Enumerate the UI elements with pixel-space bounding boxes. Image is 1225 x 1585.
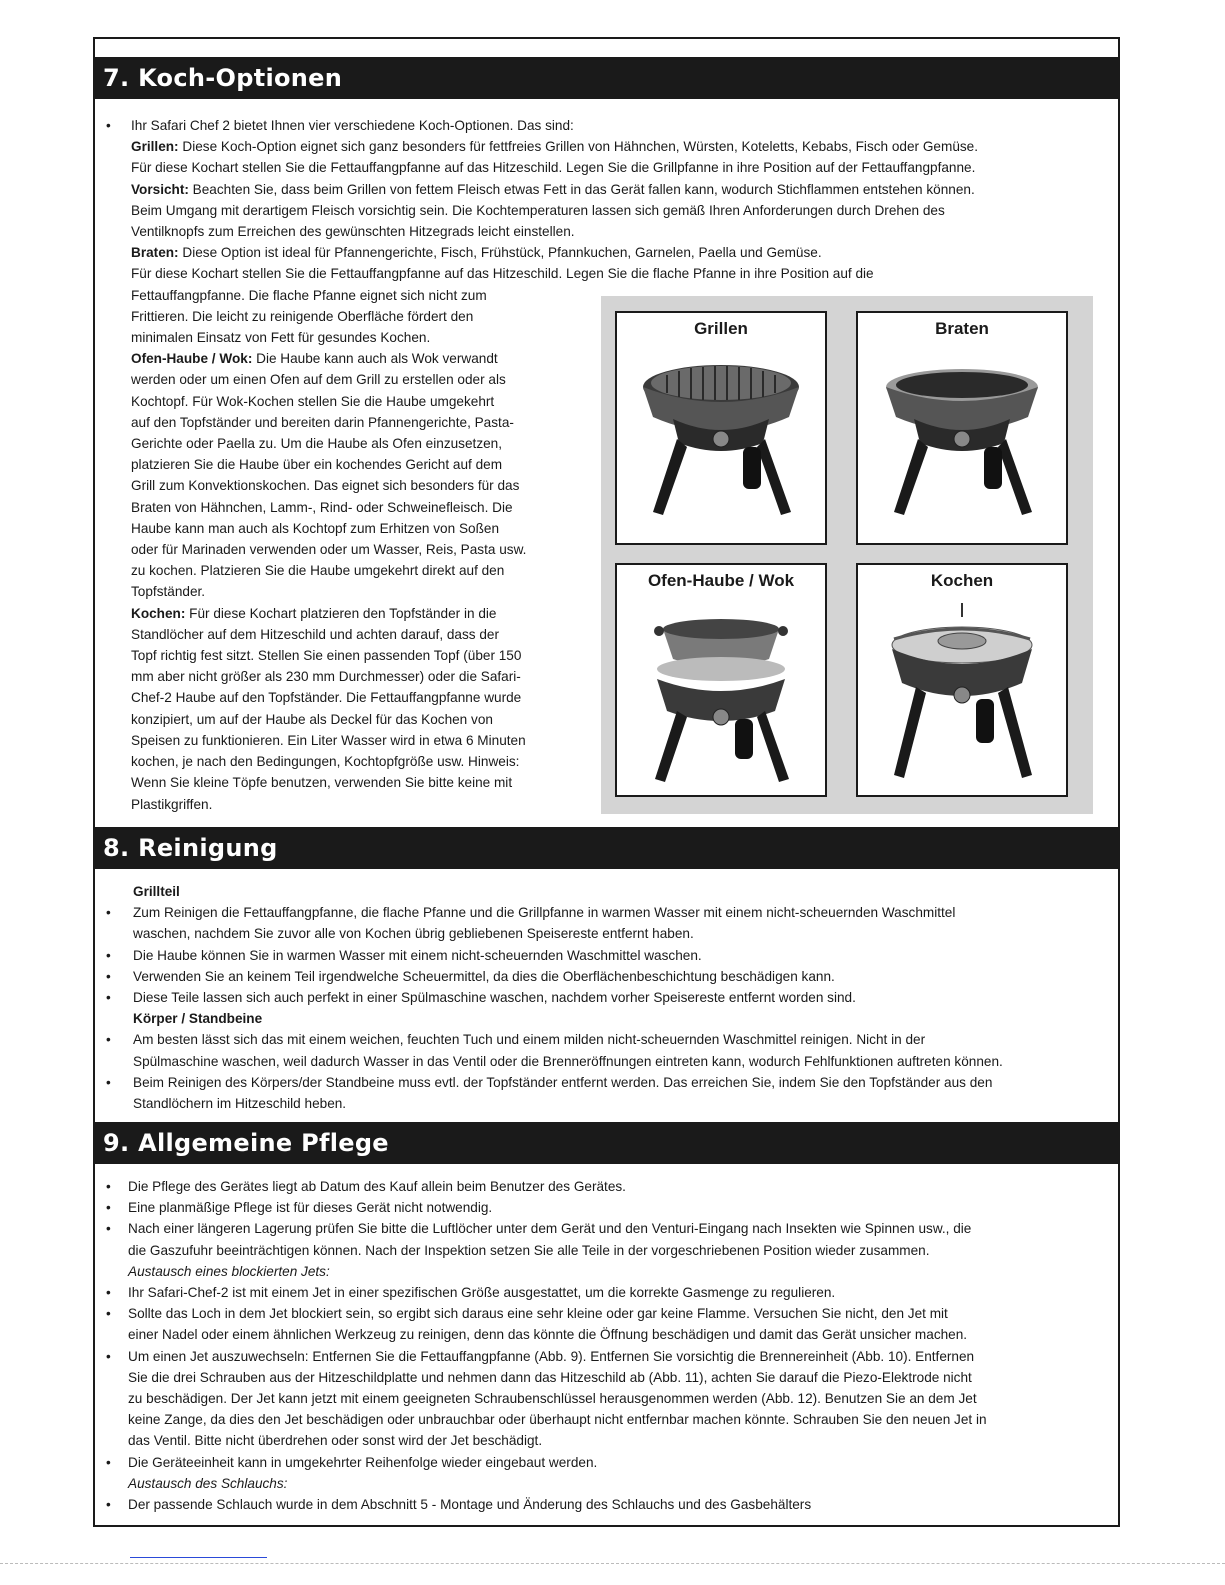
figure-title: Kochen [930,571,994,590]
figure-panel-cooking-options [601,296,1093,814]
text-line [95,1452,1115,1473]
text-line [95,200,1115,221]
section-heading-reinigung: 8. Reinigung [95,827,1118,869]
page-bottom-rule [0,1563,1225,1564]
line-text: Sollte das Loch in dem Jet blockiert sein, so ergibt sich daraus eine sehr kleine oder gar keine Flamme. Versuchen Sie nicht, den Jet mit [128,1306,948,1322]
line-text: Am besten lässt sich das mit einem weichen, feuchten Tuch und einem milden nicht-scheuernden Waschmittel reinigen. Nicht in der [133,1032,926,1048]
bullet-marker: • [106,1285,111,1301]
text-line [95,1008,1115,1029]
reinigung-text [95,881,1115,1114]
bullet-marker: • [106,1179,111,1194]
line-text: Die Haube können Sie in warmen Wasser mit einem nicht-scheuernden Waschmittel waschen. [133,947,702,963]
line-text: Frittieren. Die leicht zu reinigende Oberfläche fördert den [131,308,474,324]
line-text: Haube kann man auch als Kochtopf zum Erhitzen von Soßen [131,520,500,536]
bullet-marker: • [106,905,111,921]
bullet-marker: • [106,990,111,1006]
text-line [95,242,1115,263]
text-line [95,1176,1115,1197]
wok-illustration [623,599,819,789]
line-text: Die Geräteeinheit kann in umgekehrter Reihenfolge wieder eingebaut werden. [128,1454,598,1470]
line-text: Braten von Hähnchen, Lamm-, Rind- oder Schweinefleisch. Die [131,499,513,515]
line-text: Für diese Kochart platzieren den Topfständer in die [185,605,497,621]
bullet-marker: • [106,1200,111,1216]
text-line [95,1261,1115,1282]
text-line [95,1029,1115,1050]
line-text: Ventilknopfs zum Erreichen des gewünschten Hitzegrads leicht einstellen. [131,224,575,240]
line-text: Beim Umgang mit derartigem Fleisch vorsichtig sein. Die Kochtemperaturen lassen sich gemäß Ihren Anforderungen durch Drehen des [131,202,945,218]
figure-braten [856,311,1068,545]
line-text: kochen, je nach den Bedingungen, Kochtopfgröße usw. Hinweis: [131,754,520,770]
line-text: Topfständer. [131,584,206,600]
text-line [95,1218,1115,1239]
figure-title: Braten [935,319,989,338]
line-text: Für diese Kochart stellen Sie die Fettauffangpfanne auf das Hitzeschild. Legen Sie die flache Pfanne in ihre Position auf die [131,266,874,282]
section-heading-koch-optionen: 7. Koch-Optionen [95,57,1118,99]
text-line [95,1303,1115,1324]
bullet-marker: • [106,947,111,963]
line-text: Kochtopf. Für Wok-Kochen stellen Sie die Haube umgekehrt [131,393,495,409]
line-text: Wenn Sie kleine Töpfe benutzen, verwenden Sie bitte keine mit [131,775,513,791]
text-line [95,263,1115,284]
line-text: zu kochen. Platzieren Sie die Haube umgekehrt direkt auf den [131,563,505,579]
line-text: zu beschädigen. Der Jet kann jetzt mit einem geeigneten Schraubenschlüssel herausgenommen werden (Abb. 12). Benutzen Sie an dem Jet [128,1391,977,1407]
text-line [95,1367,1115,1388]
text-line [95,1197,1115,1218]
line-text: auf den Topfständer und bereiten darin Pfannengerichte, Pasta- [131,414,514,430]
line-text: minimalen Einsatz von Fett für gesundes Kochen. [131,330,431,346]
line-text: Topf richtig fest sitzt. Stellen Sie einen passenden Topf (über 150 [131,648,522,664]
line-text: Gerichte oder Paella zu. Um die Haube als Ofen einzusetzen, [131,436,503,452]
bold-term: Grillteil [133,884,180,899]
bullet-marker: • [106,1221,111,1237]
text-line [95,987,1115,1008]
braten-illustration [864,347,1060,537]
line-text: Fettauffangpfanne. Die flache Pfanne eignet sich nicht zum [131,287,487,303]
line-text: Um einen Jet auszuwechseln: Entfernen Sie die Fettauffangpfanne (Abb. 9). Entfernen Sie vorsichtig die Brennereinheit (Abb. 10). Entfernen [128,1348,975,1364]
text-line [95,221,1115,242]
bold-term: Körper / Standbeine [133,1011,263,1027]
line-text: keine Zange, da dies den Jet beschädigen oder unbrauchbar oder überhaupt nicht entfernbar machen könnte. Schrauben Sie den neuen Jet in [128,1412,987,1428]
text-line [95,923,1115,944]
figure-ofen-haube-wok [615,563,827,797]
footer-link-underline [130,1557,267,1558]
text-line [95,1324,1115,1345]
text-line [95,1282,1115,1303]
figure-grillen [615,311,827,545]
text-line [95,1409,1115,1430]
text-line [95,881,1115,902]
bullet-marker: • [106,1348,111,1364]
text-line [95,902,1115,923]
line-text: Standlöchern im Hitzeschild heben. [133,1096,347,1112]
line-text: einer Nadel oder einem ähnlichen Werkzeug zu reinigen, denn das könnte die Öffnung beschädigen und damit das Gerät unsicher machen. [128,1327,968,1343]
line-text: oder für Marinaden verwenden oder um Wasser, Reis, Pasta usw. [131,542,527,558]
bullet-marker: • [106,1306,111,1322]
line-text: die Gaszufuhr beeinträchtigen können. Nach der Inspektion setzen Sie alle Teile in der vorgeschriebenen Position wieder zusammen. [128,1242,930,1258]
line-text: werden oder um einen Ofen auf dem Grill zu erstellen oder als [131,372,506,388]
text-line [95,1473,1115,1494]
line-text: Zum Reinigen die Fettauffangpfanne, die flache Pfanne und die Grillpfanne in warmen Wasser mit einem nicht-scheuernden Waschmittel [133,905,956,921]
line-text: Diese Koch-Option eignet sich ganz besonders für fettfreies Grillen von Hähnchen, Würsten, Koteletts, Kebabs, Fisch oder Gemüse. [178,139,979,155]
line-text: Beachten Sie, dass beim Grillen von fettem Fleisch etwas Fett in das Gerät fallen kann, wodurch Stichflammen entstehen können. [188,181,975,197]
kochen-illustration [864,599,1060,789]
line-text: das Ventil. Bitte nicht überdrehen oder sonst wird der Jet beschädigt. [128,1433,543,1449]
section-heading-allgemeine-pflege: 9. Allgemeine Pflege [95,1122,1118,1164]
text-line [95,179,1115,200]
text-line [95,1093,1115,1114]
line-text: Ihr Safari-Chef-2 ist mit einem Jet in einer spezifischen Größe ausgestattet, um die korrekte Gasmenge zu regulieren. [128,1285,836,1301]
bold-term: Ofen-Haube / Wok: [131,351,253,367]
italic-subheading: Austausch eines blockierten Jets: [128,1263,330,1279]
line-text: Die Haube kann auch als Wok verwandt [252,351,498,367]
bold-term: Kochen: [131,605,186,621]
line-text: Verwenden Sie an keinem Teil irgendwelche Scheuermittel, da dies die Oberflächenbeschichtung beschädigen kann. [133,968,835,984]
line-text: Diese Teile lassen sich auch perfekt in einer Spülmaschine waschen, nachdem vorher Speisereste entfernt worden sind. [133,990,856,1006]
text-line [95,966,1115,987]
italic-subheading: Austausch des Schlauchs: [128,1475,288,1491]
bullet-marker: • [106,1497,111,1513]
line-text: Für diese Kochart stellen Sie die Fettauffangpfanne auf das Hitzeschild. Legen Sie die Grillpfanne in ihre Position auf der Fettauffangpfanne. [131,160,976,176]
bold-term: Braten: [131,245,179,261]
line-text: waschen, nachdem Sie zuvor alle von Kochen übrig gebliebenen Speisereste entfernt haben. [133,926,694,942]
figure-title: Ofen-Haube / Wok [647,571,795,590]
text-line [95,1240,1115,1261]
bold-term: Grillen: [131,139,179,155]
line-text: mm aber nicht größer als 230 mm Durchmesser) oder die Safari- [131,669,521,685]
text-line [95,1494,1115,1515]
allgemeine-pflege-text [95,1176,1115,1515]
page-frame [93,37,1120,1527]
line-text: Sie die drei Schrauben aus der Hitzeschildplatte und nehmen dann das Hitzeschild ab (Abb. 11), achten Sie darauf die Piezo-Elektrode nicht [128,1369,972,1385]
line-text: Spülmaschine waschen, weil dadurch Wasser in das Ventil oder die Brenneröffnungen eintreten kann, wodurch Fehlfunktionen auftreten können. [133,1053,1003,1069]
line-text: Diese Option ist ideal für Pfannengerichte, Fisch, Frühstück, Pfannkuchen, Garnelen, Paella und Gemüse. [178,245,822,261]
text-line [95,1388,1115,1409]
text-line [95,157,1115,178]
line-text: Speisen zu funktionieren. Ein Liter Wasser wird in etwa 6 Minuten [131,732,526,748]
text-line [95,1051,1115,1072]
text-line [95,1430,1115,1451]
bold-term: Vorsicht: [131,181,189,197]
bullet-marker: • [106,118,111,133]
grill-illustration [623,347,819,537]
line-text: Plastikgriffen. [131,796,213,812]
line-text: Der passende Schlauch wurde in dem Abschnitt 5 - Montage und Änderung des Schlauchs und des Gasbehälters [128,1497,812,1513]
figure-title: Grillen [694,319,748,338]
bullet-marker: • [106,1074,111,1090]
bullet-marker: • [106,1454,111,1470]
line-text: Die Pflege des Gerätes liegt ab Datum des Kauf allein beim Benutzer des Gerätes. [128,1179,626,1194]
bullet-marker: • [106,1032,111,1048]
line-text: Standlöcher auf dem Hitzeschild und achten darauf, dass der [131,626,500,642]
bullet-marker: • [106,968,111,984]
text-line [95,945,1115,966]
text-line [95,115,1115,136]
line-text: konzipiert, um auf der Haube als Deckel für das Kochen von [131,711,493,727]
figure-kochen [856,563,1068,797]
text-line [95,1072,1115,1093]
line-text: Grill zum Konvektionskochen. Das eignet sich besonders für das [131,478,520,494]
line-text: platzieren Sie die Haube über ein kochendes Gericht auf dem [131,457,503,473]
text-line [95,1346,1115,1367]
line-text: Chef-2 Haube auf den Topfständer. Die Fettauffangpfanne wurde [131,690,522,706]
line-text: Nach einer längeren Lagerung prüfen Sie bitte die Luftlöcher unter dem Gerät und den Venturi-Eingang nach Insekten wie Spinnen usw., die [128,1221,972,1237]
line-text: Beim Reinigen des Körpers/der Standbeine muss evtl. der Topfständer entfernt werden. Das erreichen Sie, indem Sie den Topfständer aus den [133,1074,993,1090]
text-line [95,136,1115,157]
line-text: Eine planmäßige Pflege ist für dieses Gerät nicht notwendig. [128,1200,493,1216]
line-text: Ihr Safari Chef 2 bietet Ihnen vier verschiedene Koch-Optionen. Das sind: [131,118,574,133]
